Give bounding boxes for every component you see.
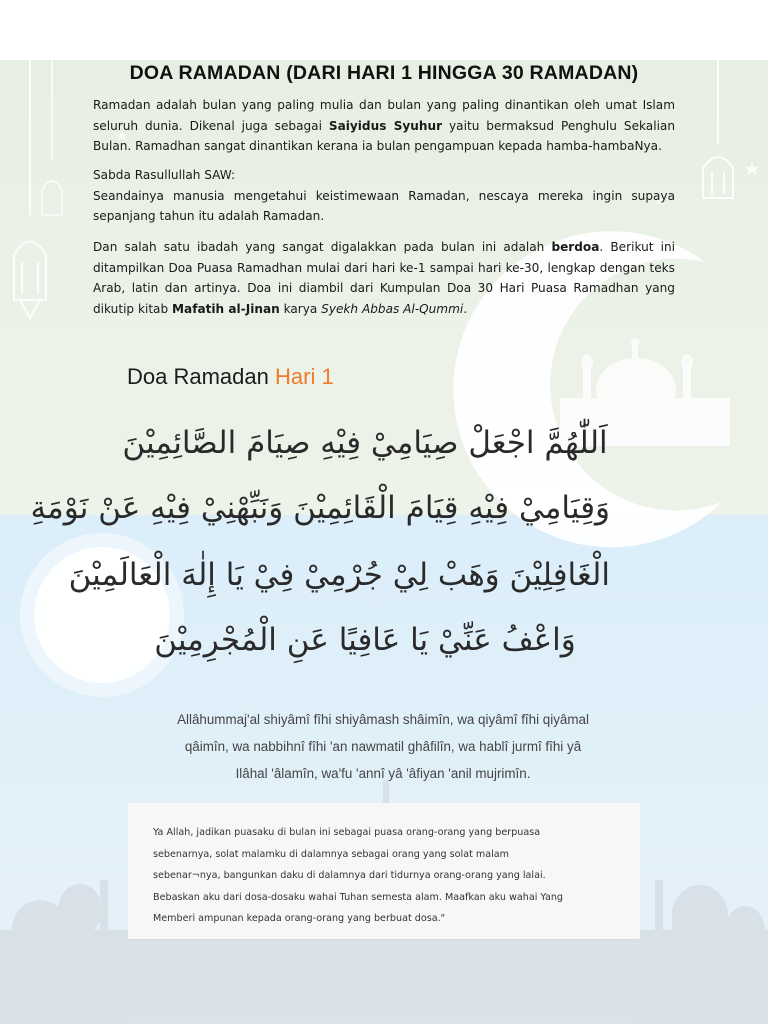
meaning-line: sebenar¬nya, bangunkan daku di dalamnya dari tidurnya orang-orang yang lalai.	[153, 870, 546, 881]
meaning-text	[153, 822, 623, 930]
document-title: DOA RAMADAN (DARI HARI 1 HINGGA 30 RAMADAN)	[129, 62, 639, 84]
hadith-source: Sabda Rasullullah SAW:	[93, 168, 236, 182]
latin-transliteration	[118, 706, 648, 787]
meaning-line: Memberi ampunan kepada orang-orang yang berbuat dosa."	[153, 913, 446, 924]
latin-line: Ilâhal 'âlamîn, wa'fu 'annî yâ 'âfiyan 'anil mujrimîn.	[235, 766, 531, 781]
arabic-line: اَللّٰهُمَّ اجْعَلْ صِيَامِيْ فِيْهِ صِيَامَ الصَّائِمِيْنَ	[122, 425, 608, 461]
intro-text: karya	[279, 301, 322, 316]
lantern-icon-left	[14, 60, 46, 318]
intro-paragraph-1	[93, 95, 675, 157]
intro-bold-term: Saiyidus Syuhur	[328, 118, 443, 133]
day-number: Hari 1	[275, 364, 334, 389]
intro-text: . Berikut ini ditampilkan Doa Puasa Ramadhan mulai dari hari ke-1 sampai hari ke-30, lengkap dengan teks Arab, latin dan artinya. Doa ini diambil dari Kumpulan Doa 30 Hari Puasa Ramadhan yang dikutip kitab	[93, 240, 676, 316]
arabic-line: الْغَافِلِيْنَ وَهَبْ لِيْ جُرْمِيْ فِيْ يَا إِلٰهَ الْعَالَمِيْنَ	[68, 557, 610, 593]
intro-text: .	[463, 301, 468, 316]
intro-paragraph-2	[93, 165, 675, 227]
author-name: Syekh Abbas Al-Qummi	[321, 301, 464, 316]
latin-line: Allâhummaj'al shiyâmî fîhi shiyâmash shâimîn, wa qiyâmî fîhi qiyâmal	[177, 712, 589, 727]
intro-paragraph-3	[93, 237, 675, 319]
latin-line: qâimîn, wa nabbihnî fîhi 'an nawmatil ghâfilîn, wa hablî jurmî fîhi yâ	[184, 739, 582, 754]
arabic-line: وَقِيَامِيْ فِيْهِ قِيَامَ الْقَائِمِيْنَ وَنَبِّهْنِيْ فِيْهِ عَنْ نَوْمَةِ	[30, 490, 610, 526]
hadith-text: Seandainya manusia mengetahui keistimewaan Ramadan, nescaya mereka ingin supaya sepanjang tahun itu adalah Ramadan.	[93, 188, 675, 223]
book-title: Mafatih al-Jinan	[172, 301, 280, 316]
day-label: Doa Ramadan	[127, 364, 269, 389]
arabic-line: وَاعْفُ عَنِّيْ يَا عَافِيًا عَنِ الْمُجْرِمِيْنَ	[154, 622, 576, 658]
day-heading	[127, 364, 334, 390]
meaning-line: Ya Allah, jadikan puasaku di bulan ini sebagai puasa orang-orang yang berpuasa	[153, 827, 541, 838]
meaning-line: Bebaskan aku dari dosa-dosaku wahai Tuhan semesta alam. Maafkan aku wahai Yang	[153, 891, 564, 903]
intro-text: Dan salah satu ibadah yang sangat digalakkan pada bulan ini adalah	[93, 240, 552, 254]
intro-text: Ramadan adalah bulan yang paling mulia dan bulan yang paling dinantikan oleh umat Islam seluruh dunia. Dikenal juga sebagai	[93, 98, 675, 133]
meaning-line: sebenarnya, solat malamku di dalamnya sebagai orang yang solat malam	[153, 848, 510, 860]
intro-bold-term: berdoa	[551, 240, 600, 254]
intro-text: yaitu bermaksud Penghulu Sekalian Bulan. Ramadhan sangat dinantikan kerana ia bulan pengampuan kepada hamba-hambaNya.	[93, 118, 676, 153]
